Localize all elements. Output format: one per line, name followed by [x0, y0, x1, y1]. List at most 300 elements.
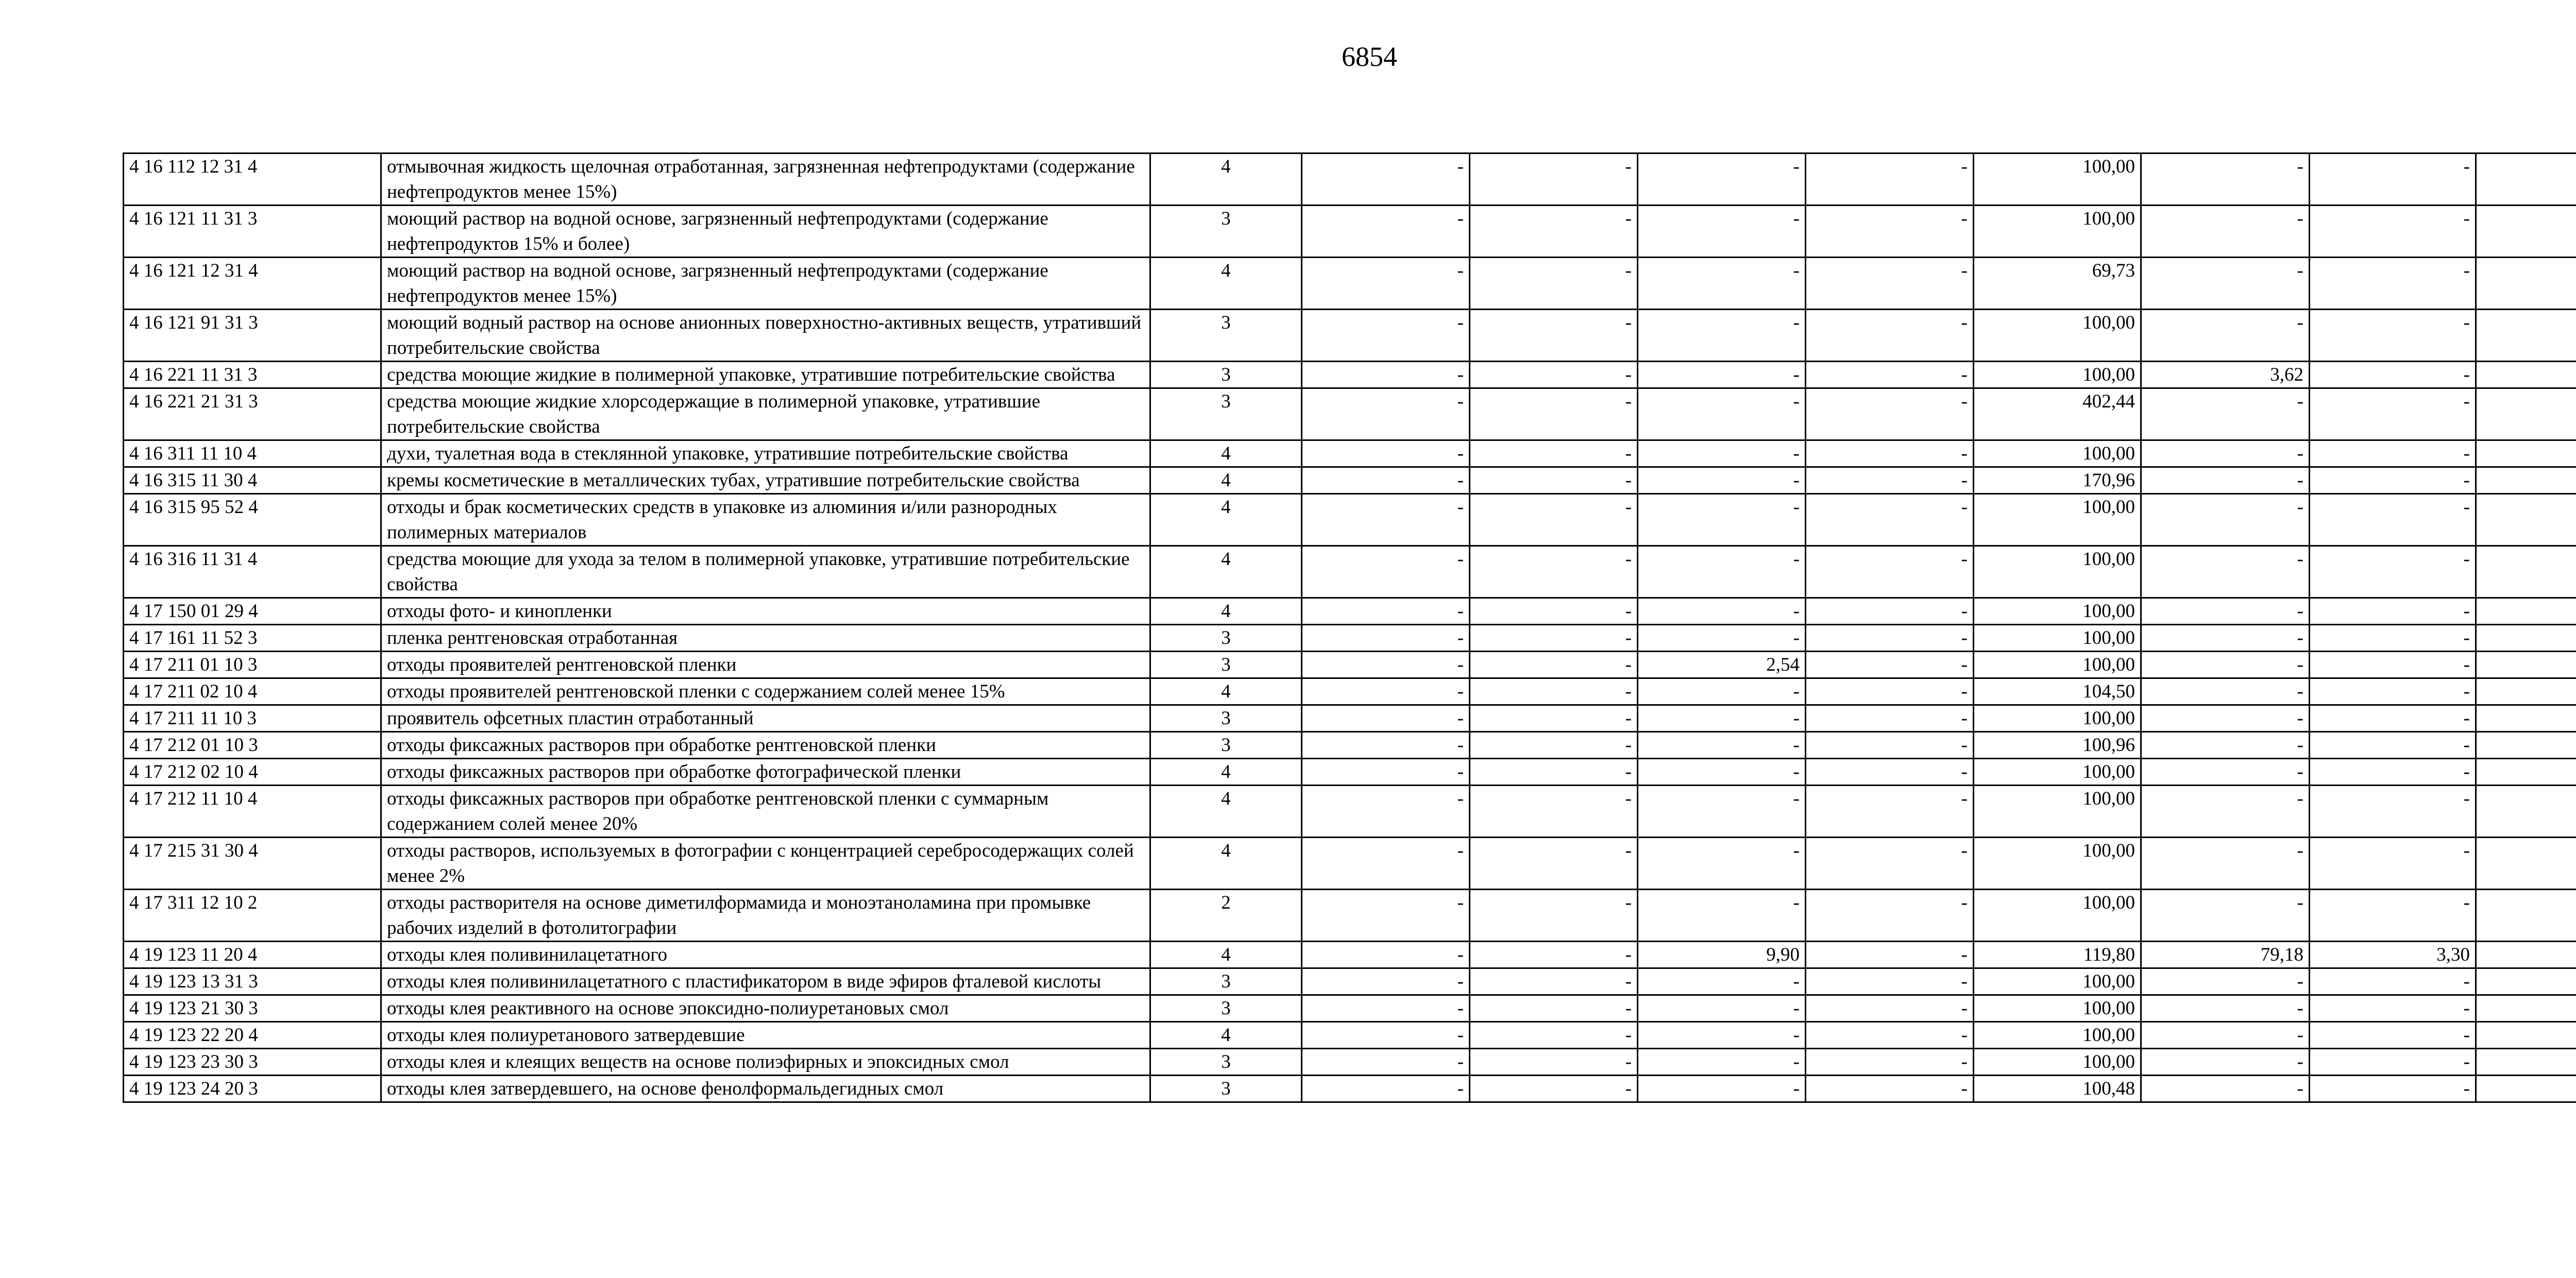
value-cell-1: - [1302, 942, 1470, 968]
value-cell-6: - [2141, 598, 2310, 625]
value-cell-3: - [1638, 625, 1806, 652]
value-cell-6: - [2141, 440, 2310, 467]
value-cell-3: - [1638, 494, 1806, 546]
waste-name-cell: отходы проявителей рентгеновской пленки [381, 652, 1150, 678]
value-cell-4: - [1806, 362, 1974, 388]
value-cell-5: 100,00 [1974, 652, 2141, 678]
table-row [124, 625, 2576, 652]
hazard-class-cell: 3 [1150, 625, 1302, 652]
waste-name-cell: отходы растворов, используемых в фотографии с концентрацией серебросодержащих солей менее 2% [381, 838, 1150, 890]
value-cell-2: - [1470, 154, 1638, 206]
value-cell-8 [2476, 678, 2576, 705]
waste-code-cell: 4 16 315 95 52 4 [124, 494, 381, 546]
table-row [124, 890, 2576, 942]
value-cell-6: - [2141, 786, 2310, 838]
value-cell-7: - [2310, 652, 2476, 678]
hazard-class-cell: 4 [1150, 467, 1302, 494]
value-cell-1: - [1302, 494, 1470, 546]
waste-code-cell: 4 16 221 21 31 3 [124, 388, 381, 440]
value-cell-1: - [1302, 1076, 1470, 1102]
value-cell-2: - [1470, 759, 1638, 786]
value-cell-8 [2476, 206, 2576, 258]
value-cell-2: - [1470, 705, 1638, 732]
waste-code-cell: 4 19 123 24 20 3 [124, 1076, 381, 1102]
value-cell-7: - [2310, 1022, 2476, 1049]
hazard-class-cell: 4 [1150, 154, 1302, 206]
table-row [124, 1076, 2576, 1102]
waste-name-cell: отходы клея поливинилацетатного [381, 942, 1150, 968]
value-cell-7: - [2310, 678, 2476, 705]
waste-code-cell: 4 17 212 01 10 3 [124, 732, 381, 759]
value-cell-2: - [1470, 942, 1638, 968]
value-cell-8 [2476, 1076, 2576, 1102]
waste-code-cell: 4 16 315 11 30 4 [124, 467, 381, 494]
value-cell-8 [2476, 310, 2576, 362]
value-cell-7: - [2310, 1049, 2476, 1076]
hazard-class-cell: 4 [1150, 440, 1302, 467]
table-row [124, 310, 2576, 362]
hazard-class-cell: 3 [1150, 968, 1302, 995]
value-cell-6: - [2141, 705, 2310, 732]
value-cell-8 [2476, 732, 2576, 759]
value-cell-1: - [1302, 968, 1470, 995]
value-cell-1: - [1302, 705, 1470, 732]
value-cell-6: - [2141, 1076, 2310, 1102]
hazard-class-cell: 4 [1150, 494, 1302, 546]
waste-name-cell: отмывочная жидкость щелочная отработанная, загрязненная нефтепродуктами (содержание нефтепродуктов менее 15%) [381, 154, 1150, 206]
waste-name-cell: средства моющие для ухода за телом в полимерной упаковке, утратившие потребительские свойства [381, 546, 1150, 598]
value-cell-3: - [1638, 890, 1806, 942]
value-cell-7: - [2310, 759, 2476, 786]
table-row [124, 942, 2576, 968]
hazard-class-cell: 4 [1150, 546, 1302, 598]
value-cell-4: - [1806, 732, 1974, 759]
value-cell-6: - [2141, 732, 2310, 759]
waste-name-cell: отходы клея поливинилацетатного с пластификатором в виде эфиров фталевой кислоты [381, 968, 1150, 995]
value-cell-8 [2476, 625, 2576, 652]
waste-code-cell: 4 19 123 13 31 3 [124, 968, 381, 995]
waste-code-cell: 4 17 161 11 52 3 [124, 625, 381, 652]
value-cell-5: 402,44 [1974, 388, 2141, 440]
table-row [124, 968, 2576, 995]
value-cell-4: - [1806, 652, 1974, 678]
waste-code-cell: 4 17 211 01 10 3 [124, 652, 381, 678]
value-cell-2: - [1470, 678, 1638, 705]
value-cell-6: - [2141, 652, 2310, 678]
waste-table [123, 152, 2576, 1103]
value-cell-3: - [1638, 598, 1806, 625]
value-cell-8 [2476, 890, 2576, 942]
value-cell-6: - [2141, 546, 2310, 598]
value-cell-8 [2476, 652, 2576, 678]
value-cell-1: - [1302, 362, 1470, 388]
value-cell-5: 100,00 [1974, 206, 2141, 258]
value-cell-1: - [1302, 890, 1470, 942]
value-cell-6: 79,18 [2141, 942, 2310, 968]
value-cell-3: - [1638, 362, 1806, 388]
hazard-class-cell: 3 [1150, 388, 1302, 440]
value-cell-4: - [1806, 440, 1974, 467]
hazard-class-cell: 3 [1150, 206, 1302, 258]
value-cell-3: - [1638, 546, 1806, 598]
value-cell-2: - [1470, 362, 1638, 388]
value-cell-3: - [1638, 732, 1806, 759]
value-cell-4: - [1806, 1022, 1974, 1049]
value-cell-8 [2476, 598, 2576, 625]
hazard-class-cell: 4 [1150, 786, 1302, 838]
value-cell-2: - [1470, 1049, 1638, 1076]
value-cell-5: 100,00 [1974, 786, 2141, 838]
waste-code-cell: 4 19 123 21 30 3 [124, 995, 381, 1022]
value-cell-1: - [1302, 440, 1470, 467]
value-cell-4: - [1806, 388, 1974, 440]
value-cell-2: - [1470, 310, 1638, 362]
value-cell-1: - [1302, 1022, 1470, 1049]
value-cell-1: - [1302, 759, 1470, 786]
value-cell-8 [2476, 995, 2576, 1022]
value-cell-7: - [2310, 1076, 2476, 1102]
value-cell-4: - [1806, 968, 1974, 995]
value-cell-3: - [1638, 759, 1806, 786]
waste-name-cell: кремы косметические в металлических тубах, утратившие потребительские свойства [381, 467, 1150, 494]
table-row [124, 732, 2576, 759]
table-row [124, 494, 2576, 546]
value-cell-4: - [1806, 1076, 1974, 1102]
hazard-class-cell: 3 [1150, 652, 1302, 678]
value-cell-4: - [1806, 310, 1974, 362]
table-row [124, 995, 2576, 1022]
value-cell-8 [2476, 1022, 2576, 1049]
value-cell-5: 100,00 [1974, 310, 2141, 362]
value-cell-5: 100,96 [1974, 732, 2141, 759]
value-cell-3: - [1638, 258, 1806, 310]
hazard-class-cell: 4 [1150, 838, 1302, 890]
value-cell-2: - [1470, 467, 1638, 494]
value-cell-2: - [1470, 995, 1638, 1022]
waste-name-cell: средства моющие жидкие хлорсодержащие в полимерной упаковке, утратившие потребительские свойства [381, 388, 1150, 440]
value-cell-5: 119,80 [1974, 942, 2141, 968]
value-cell-2: - [1470, 1022, 1638, 1049]
value-cell-8 [2476, 258, 2576, 310]
value-cell-5: 100,00 [1974, 968, 2141, 995]
value-cell-7: - [2310, 206, 2476, 258]
value-cell-4: - [1806, 625, 1974, 652]
value-cell-4: - [1806, 838, 1974, 890]
hazard-class-cell: 3 [1150, 732, 1302, 759]
value-cell-5: 100,00 [1974, 625, 2141, 652]
value-cell-5: 100,00 [1974, 759, 2141, 786]
value-cell-4: - [1806, 546, 1974, 598]
value-cell-1: - [1302, 1049, 1470, 1076]
value-cell-3: - [1638, 678, 1806, 705]
table-row [124, 467, 2576, 494]
value-cell-1: - [1302, 838, 1470, 890]
value-cell-2: - [1470, 258, 1638, 310]
value-cell-3: 9,90 [1638, 942, 1806, 968]
table-body [124, 154, 2576, 1102]
value-cell-7: - [2310, 705, 2476, 732]
table-row [124, 362, 2576, 388]
value-cell-7: - [2310, 786, 2476, 838]
waste-name-cell: отходы клея полиуретанового затвердевшие [381, 1022, 1150, 1049]
value-cell-8 [2476, 705, 2576, 732]
waste-name-cell: проявитель офсетных пластин отработанный [381, 705, 1150, 732]
value-cell-3: - [1638, 310, 1806, 362]
value-cell-5: 100,00 [1974, 154, 2141, 206]
value-cell-4: - [1806, 206, 1974, 258]
value-cell-4: - [1806, 494, 1974, 546]
waste-name-cell: моющий раствор на водной основе, загрязненный нефтепродуктами (содержание нефтепродуктов 15% и более) [381, 206, 1150, 258]
value-cell-8 [2476, 467, 2576, 494]
value-cell-2: - [1470, 786, 1638, 838]
value-cell-4: - [1806, 258, 1974, 310]
value-cell-6: - [2141, 838, 2310, 890]
waste-code-cell: 4 17 212 11 10 4 [124, 786, 381, 838]
waste-name-cell: отходы растворителя на основе диметилформамида и моноэтаноламина при промывке рабочих изделий в фотолитографии [381, 890, 1150, 942]
value-cell-3: - [1638, 206, 1806, 258]
waste-code-cell: 4 16 311 11 10 4 [124, 440, 381, 467]
value-cell-4: - [1806, 678, 1974, 705]
value-cell-6: - [2141, 467, 2310, 494]
value-cell-5: 100,00 [1974, 890, 2141, 942]
waste-name-cell: пленка рентгеновская отработанная [381, 625, 1150, 652]
waste-name-cell: отходы проявителей рентгеновской пленки с содержанием солей менее 15% [381, 678, 1150, 705]
table-row [124, 206, 2576, 258]
value-cell-2: - [1470, 1076, 1638, 1102]
waste-name-cell: моющий раствор на водной основе, загрязненный нефтепродуктами (содержание нефтепродуктов менее 15%) [381, 258, 1150, 310]
hazard-class-cell: 3 [1150, 310, 1302, 362]
value-cell-7: - [2310, 440, 2476, 467]
value-cell-7: 3,30 [2310, 942, 2476, 968]
value-cell-8 [2476, 1049, 2576, 1076]
value-cell-4: - [1806, 995, 1974, 1022]
value-cell-3: - [1638, 1049, 1806, 1076]
value-cell-7: - [2310, 362, 2476, 388]
hazard-class-cell: 3 [1150, 1076, 1302, 1102]
waste-code-cell: 4 19 123 23 30 3 [124, 1049, 381, 1076]
table-row [124, 759, 2576, 786]
waste-code-cell: 4 16 221 11 31 3 [124, 362, 381, 388]
value-cell-2: - [1470, 968, 1638, 995]
waste-name-cell: моющий водный раствор на основе анионных поверхностно-активных веществ, утративший потребительские свойства [381, 310, 1150, 362]
value-cell-1: - [1302, 652, 1470, 678]
value-cell-2: - [1470, 206, 1638, 258]
value-cell-7: - [2310, 494, 2476, 546]
value-cell-2: - [1470, 625, 1638, 652]
value-cell-6: - [2141, 206, 2310, 258]
value-cell-7: - [2310, 388, 2476, 440]
waste-code-cell: 4 16 121 12 31 4 [124, 258, 381, 310]
value-cell-5: 100,00 [1974, 838, 2141, 890]
hazard-class-cell: 3 [1150, 995, 1302, 1022]
value-cell-8 [2476, 838, 2576, 890]
value-cell-8 [2476, 154, 2576, 206]
hazard-class-cell: 3 [1150, 362, 1302, 388]
hazard-class-cell: 4 [1150, 598, 1302, 625]
value-cell-8 [2476, 968, 2576, 995]
value-cell-2: - [1470, 838, 1638, 890]
waste-name-cell: отходы фиксажных растворов при обработке рентгеновской пленки [381, 732, 1150, 759]
value-cell-8 [2476, 388, 2576, 440]
value-cell-3: - [1638, 968, 1806, 995]
hazard-class-cell: 3 [1150, 1049, 1302, 1076]
waste-name-cell: отходы фото- и кинопленки [381, 598, 1150, 625]
value-cell-5: 104,50 [1974, 678, 2141, 705]
table-row [124, 154, 2576, 206]
waste-name-cell: отходы клея реактивного на основе эпоксидно-полиуретановых смол [381, 995, 1150, 1022]
value-cell-8 [2476, 786, 2576, 838]
value-cell-6: - [2141, 890, 2310, 942]
value-cell-3: - [1638, 786, 1806, 838]
page-number: 6854 [1342, 41, 1397, 72]
value-cell-1: - [1302, 388, 1470, 440]
value-cell-5: 100,00 [1974, 494, 2141, 546]
value-cell-1: - [1302, 258, 1470, 310]
value-cell-7: - [2310, 995, 2476, 1022]
value-cell-6: - [2141, 388, 2310, 440]
table-row [124, 598, 2576, 625]
value-cell-1: - [1302, 206, 1470, 258]
value-cell-1: - [1302, 598, 1470, 625]
value-cell-2: - [1470, 388, 1638, 440]
value-cell-2: - [1470, 494, 1638, 546]
value-cell-3: - [1638, 705, 1806, 732]
waste-code-cell: 4 16 121 91 31 3 [124, 310, 381, 362]
hazard-class-cell: 4 [1150, 678, 1302, 705]
value-cell-5: 69,73 [1974, 258, 2141, 310]
table-row [124, 546, 2576, 598]
value-cell-8 [2476, 759, 2576, 786]
value-cell-7: - [2310, 968, 2476, 995]
table-row [124, 440, 2576, 467]
value-cell-6: - [2141, 678, 2310, 705]
value-cell-8 [2476, 942, 2576, 968]
value-cell-6: - [2141, 1022, 2310, 1049]
hazard-class-cell: 3 [1150, 705, 1302, 732]
value-cell-6: - [2141, 1049, 2310, 1076]
value-cell-4: - [1806, 759, 1974, 786]
value-cell-2: - [1470, 890, 1638, 942]
waste-code-cell: 4 16 316 11 31 4 [124, 546, 381, 598]
value-cell-4: - [1806, 942, 1974, 968]
value-cell-1: - [1302, 678, 1470, 705]
value-cell-8 [2476, 546, 2576, 598]
table-row [124, 678, 2576, 705]
value-cell-6: - [2141, 154, 2310, 206]
table-row [124, 258, 2576, 310]
value-cell-6: - [2141, 310, 2310, 362]
value-cell-5: 100,00 [1974, 995, 2141, 1022]
value-cell-1: - [1302, 625, 1470, 652]
waste-code-cell: 4 19 123 22 20 4 [124, 1022, 381, 1049]
value-cell-2: - [1470, 440, 1638, 467]
value-cell-7: - [2310, 598, 2476, 625]
waste-code-cell: 4 16 112 12 31 4 [124, 154, 381, 206]
value-cell-1: - [1302, 154, 1470, 206]
value-cell-7: - [2310, 258, 2476, 310]
waste-code-cell: 4 17 212 02 10 4 [124, 759, 381, 786]
value-cell-7: - [2310, 890, 2476, 942]
value-cell-4: - [1806, 890, 1974, 942]
value-cell-3: - [1638, 388, 1806, 440]
value-cell-2: - [1470, 732, 1638, 759]
value-cell-5: 170,96 [1974, 467, 2141, 494]
value-cell-5: 100,00 [1974, 546, 2141, 598]
value-cell-7: - [2310, 838, 2476, 890]
value-cell-3: - [1638, 1022, 1806, 1049]
waste-code-cell: 4 19 123 11 20 4 [124, 942, 381, 968]
value-cell-5: 100,00 [1974, 440, 2141, 467]
hazard-class-cell: 4 [1150, 759, 1302, 786]
value-cell-6: - [2141, 995, 2310, 1022]
value-cell-8 [2476, 440, 2576, 467]
value-cell-1: - [1302, 310, 1470, 362]
table-row [124, 705, 2576, 732]
hazard-class-cell: 4 [1150, 258, 1302, 310]
value-cell-5: 100,48 [1974, 1076, 2141, 1102]
value-cell-3: - [1638, 995, 1806, 1022]
table-row [124, 1049, 2576, 1076]
value-cell-3: 2,54 [1638, 652, 1806, 678]
table-row [124, 838, 2576, 890]
waste-code-cell: 4 17 215 31 30 4 [124, 838, 381, 890]
value-cell-3: - [1638, 154, 1806, 206]
value-cell-6: - [2141, 759, 2310, 786]
value-cell-4: - [1806, 1049, 1974, 1076]
value-cell-7: - [2310, 732, 2476, 759]
waste-code-cell: 4 17 211 11 10 3 [124, 705, 381, 732]
value-cell-5: 100,00 [1974, 1049, 2141, 1076]
value-cell-3: - [1638, 440, 1806, 467]
value-cell-4: - [1806, 467, 1974, 494]
value-cell-3: - [1638, 1076, 1806, 1102]
waste-name-cell: отходы фиксажных растворов при обработке рентгеновской пленки с суммарным содержанием солей менее 20% [381, 786, 1150, 838]
value-cell-1: - [1302, 995, 1470, 1022]
value-cell-6: 3,62 [2141, 362, 2310, 388]
waste-name-cell: отходы клея затвердевшего, на основе фенолформальдегидных смол [381, 1076, 1150, 1102]
value-cell-4: - [1806, 786, 1974, 838]
waste-name-cell: отходы фиксажных растворов при обработке фотографической пленки [381, 759, 1150, 786]
table-row [124, 1022, 2576, 1049]
value-cell-1: - [1302, 732, 1470, 759]
waste-name-cell: отходы и брак косметических средств в упаковке из алюминия и/или разнородных полимерных материалов [381, 494, 1150, 546]
value-cell-8 [2476, 494, 2576, 546]
value-cell-1: - [1302, 786, 1470, 838]
value-cell-5: 100,00 [1974, 705, 2141, 732]
value-cell-2: - [1470, 598, 1638, 625]
value-cell-1: - [1302, 546, 1470, 598]
table-row [124, 652, 2576, 678]
waste-name-cell: средства моющие жидкие в полимерной упаковке, утратившие потребительские свойства [381, 362, 1150, 388]
value-cell-4: - [1806, 705, 1974, 732]
value-cell-7: - [2310, 625, 2476, 652]
value-cell-6: - [2141, 258, 2310, 310]
value-cell-4: - [1806, 154, 1974, 206]
value-cell-7: - [2310, 154, 2476, 206]
value-cell-7: - [2310, 546, 2476, 598]
waste-code-cell: 4 17 311 12 10 2 [124, 890, 381, 942]
table-row [124, 786, 2576, 838]
value-cell-5: 100,00 [1974, 1022, 2141, 1049]
waste-code-cell: 4 17 150 01 29 4 [124, 598, 381, 625]
waste-code-cell: 4 17 211 02 10 4 [124, 678, 381, 705]
value-cell-7: - [2310, 310, 2476, 362]
table-row [124, 388, 2576, 440]
hazard-class-cell: 4 [1150, 1022, 1302, 1049]
value-cell-5: 100,00 [1974, 598, 2141, 625]
value-cell-6: - [2141, 968, 2310, 995]
waste-name-cell: духи, туалетная вода в стеклянной упаковке, утратившие потребительские свойства [381, 440, 1150, 467]
